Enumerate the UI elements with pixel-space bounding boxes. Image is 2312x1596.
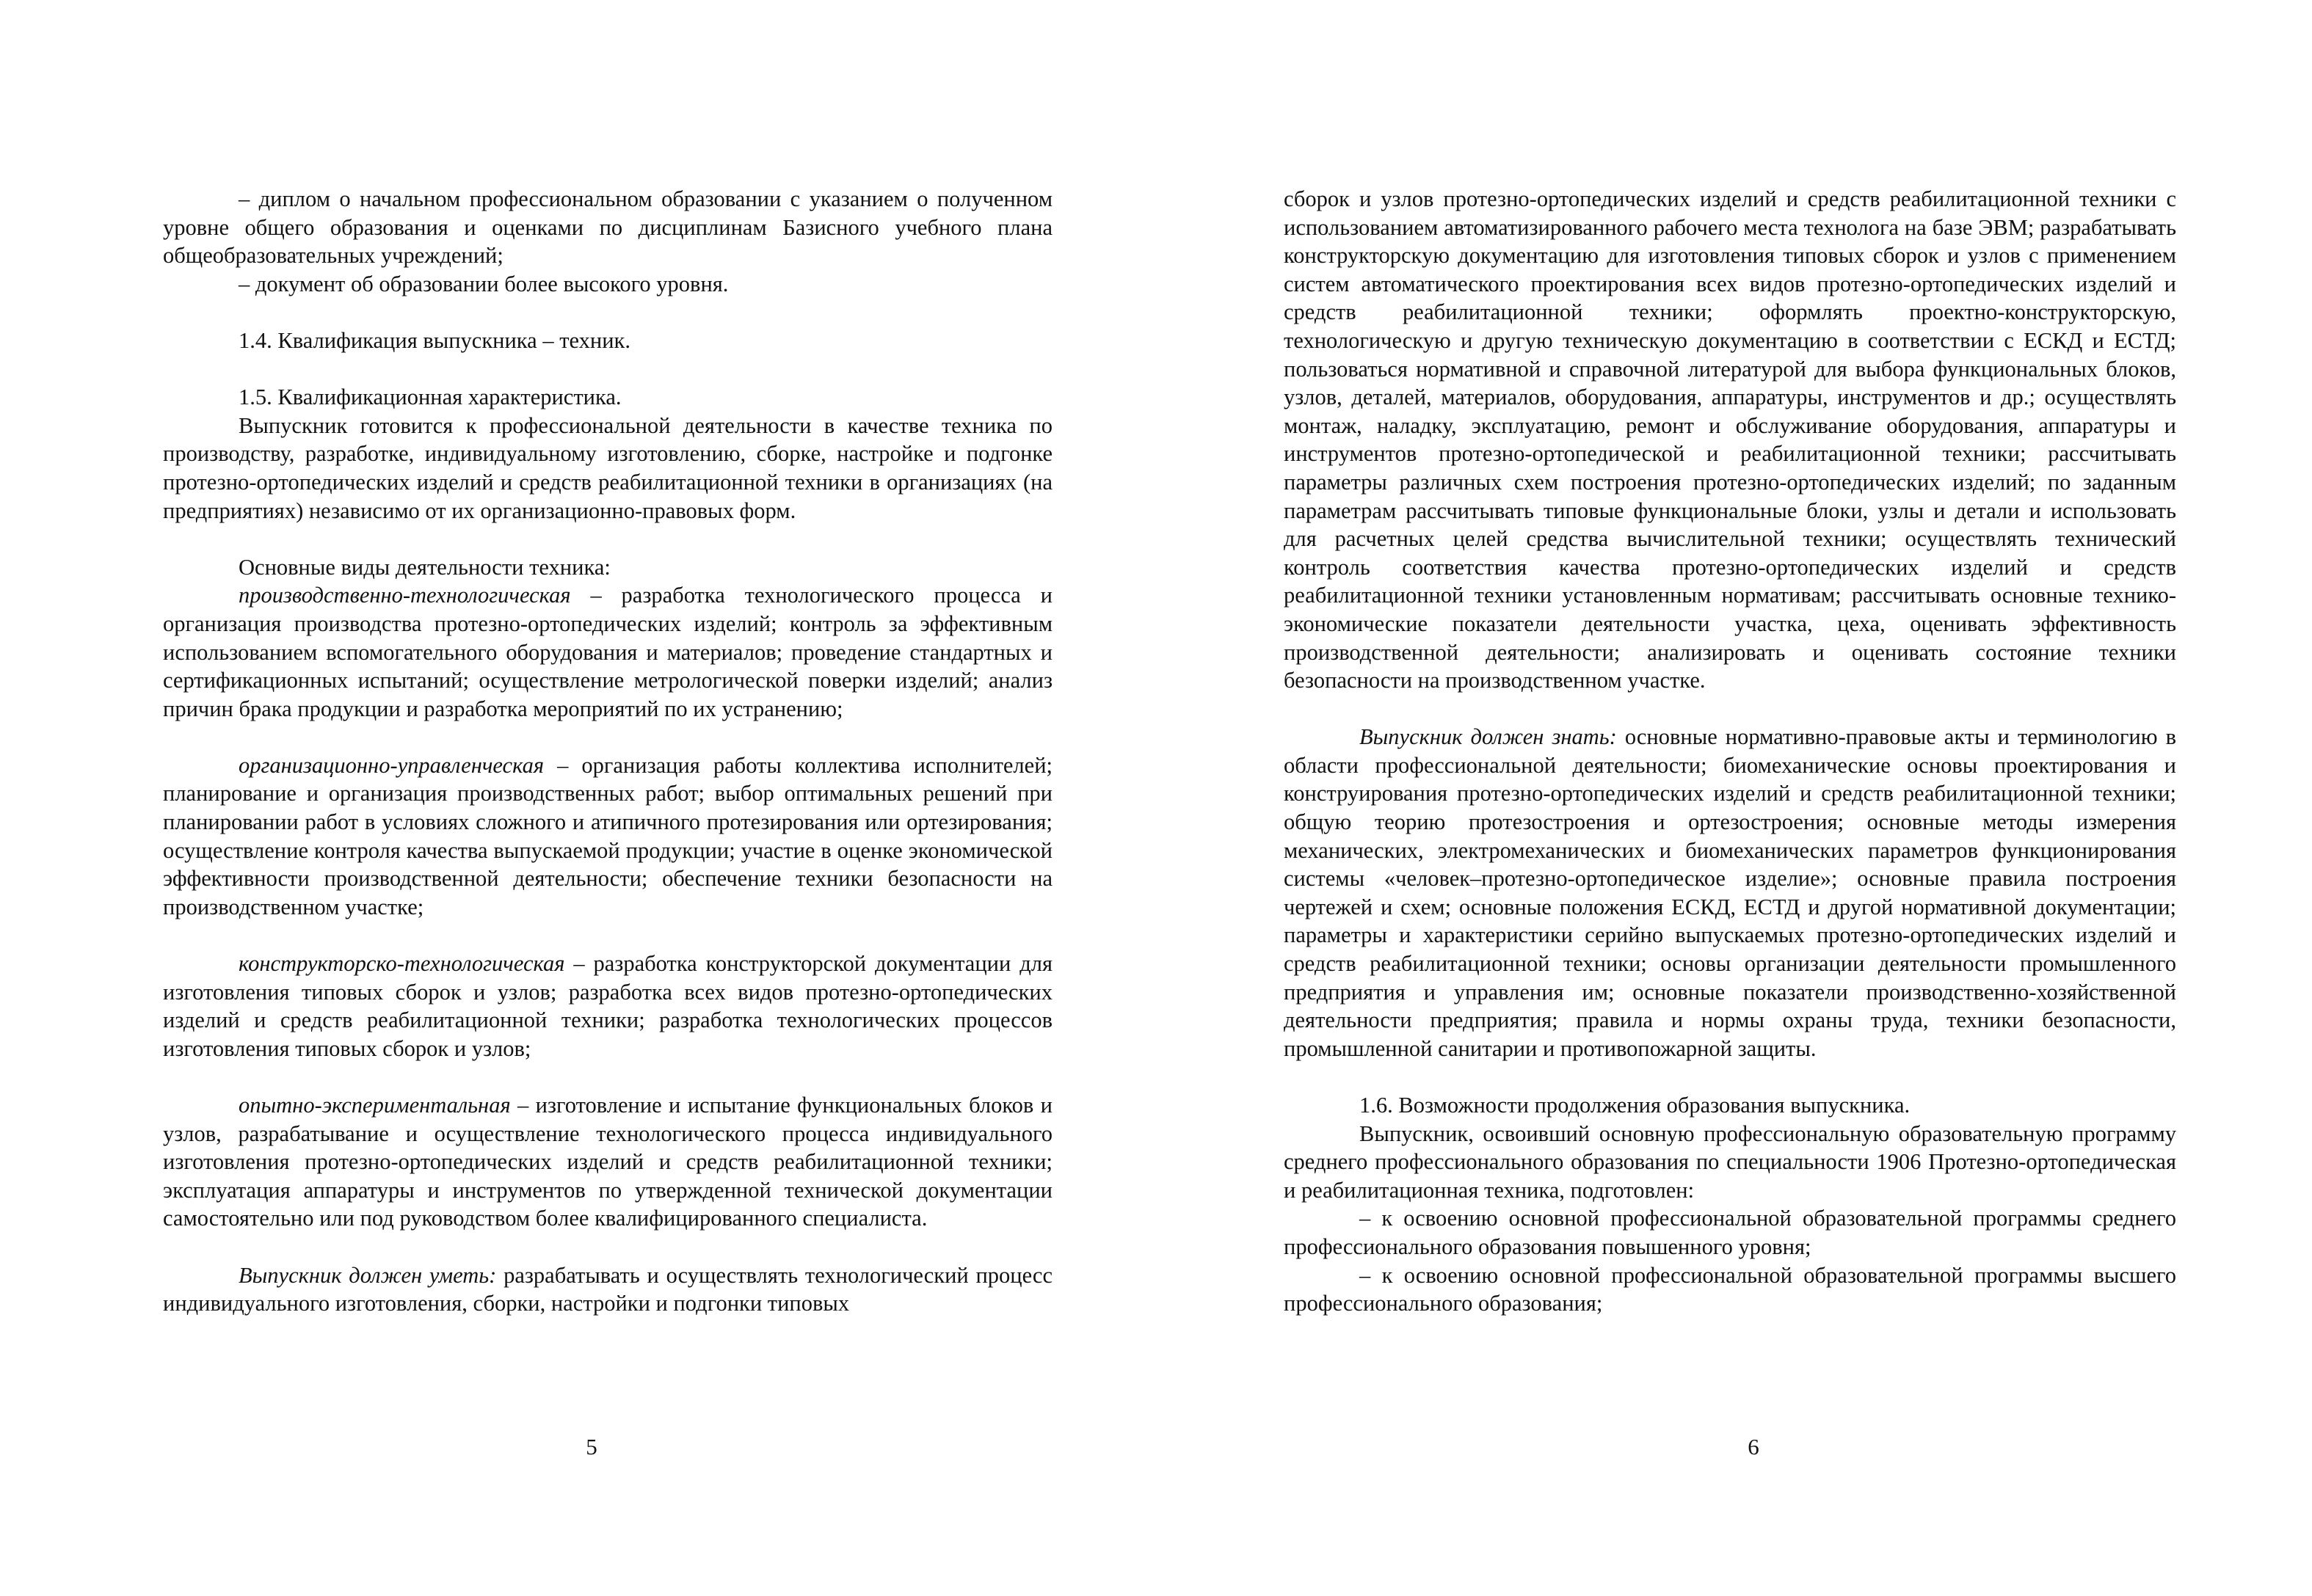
spacer — [1284, 695, 2176, 724]
spacer — [163, 1233, 1053, 1261]
characteristic-heading: 1.5. Квалификационная характеристика. — [239, 385, 622, 410]
activity-production — [163, 581, 1053, 723]
knowledge-paragraph — [1284, 723, 2176, 1063]
skills-continuation: сборок и узлов протезно-ортопедических изделий и средств реабилитационной техники с использованием автоматизированного рабочего места технолога на базе ЭВМ; разрабатывать конструкторскую документацию для изготовления типовых сборок и узлов с применением систем автоматического проектирования всех видов протезно-ортопедических изделий и средств реабилитационной техники; оформлять проектно-конструкторскую, технологическую и другую техническую документацию в соответствии с ЕСКД и ЕСТД; пользоваться нормативной и справочной литературой для выбора функциональных блоков, узлов, деталей, материалов, оборудования, аппаратуры, инструментов и др.; осуществлять монтаж, наладку, эксплуатацию, ремонт и обслуживание оборудования, аппаратуры и инструментов протезно-ортопедической и реабилитационной техники; рассчитывать параметры различных схем построения протезно-ортопедических изделий; по заданным параметрам рассчитывать типовые функциональные блоки, узлы и детали и использовать для расчетных целей средства вычислительной техники; осуществлять технический контроль соответствия качества протезно-ортопедических изделий и средств реабилитационной техники установленным нормативам; рассчитывать основные технико-экономические показатели деятельности участка, цеха, оценивать эффективность производственной деятельности; анализировать и оценивать состояние техники безопасности на производственном участке. — [1284, 186, 2176, 693]
activity-term: конструкторско-технологическая — [239, 951, 565, 977]
continuation-item: – к освоению основной профессиональной образовательной программы высшего профессионального образования; — [1284, 1262, 2176, 1316]
knowledge-term: Выпускник должен знать: — [1359, 724, 1617, 750]
activity-description: – изготовление и испытание функциональных блоков и узлов, разрабатывание и осуществление технологического процесса индивидуального изготовления протезно-ортопедических изделий и средств реабилитационной техники; эксплуатация аппаратуры и инструментов по утвержденной технической документации самостоятельно или под руководством более квалифицированного специалиста. — [163, 1093, 1053, 1231]
activity-description: – разработка технологического процесса и организация производства протезно-ортопедических изделий; контроль за эффективным использованием вспомогательного оборудования и материалов; проведение стандартных и сертификационных испытаний; осуществление метрологической поверки изделий; анализ причин брака продукции и разработка мероприятий по их устранению; — [163, 583, 1053, 721]
spacer — [163, 298, 1053, 327]
skills-description: разрабатывать и осуществлять технологический процесс индивидуального изготовления, сборки, настройки и подгонки типовых — [163, 1262, 1053, 1316]
spacer — [163, 525, 1053, 553]
left-page-text — [163, 185, 1053, 1318]
continuation-heading: 1.6. Возможности продолжения образования выпускника. — [1359, 1093, 1911, 1118]
graduate-description: Выпускник готовится к профессиональной деятельности в качестве техника по производству, разработке, индивидуальному изготовлению, сборке, настройке и подгонке протезно-ортопедических изделий и средств реабилитационной техники в организациях (на предприятиях) независимо от их организационно-правовых форм. — [163, 412, 1053, 523]
spacer — [163, 1063, 1053, 1091]
skills-paragraph — [163, 1261, 1053, 1318]
activity-description: – организация работы коллектива исполнителей; планирование и организация производственных работ; выбор оптимальных решений при планировании работ в условиях сложного и атипичного протезирования или ортезирования; осуществление контроля качества выпускаемой продукции; участие в оценке экономической эффективности производственной деятельности; обеспечение техники безопасности на производственном участке; — [163, 752, 1053, 919]
diploma-item: – диплом о начальном профессиональном образовании с указанием о полученном уровне общего образования и оценками по дисциплинам Базисного учебного плана общеобразовательных учреждений; — [163, 186, 1053, 269]
spacer — [163, 355, 1053, 384]
activity-management — [163, 751, 1053, 922]
page-number: 6 — [1748, 1434, 1759, 1460]
activities-intro: Основные виды деятельности техника: — [239, 554, 611, 580]
right-page-text — [1284, 185, 2176, 1318]
skills-term: Выпускник должен уметь: — [239, 1262, 497, 1288]
qualification-heading: 1.4. Квалификация выпускника – техник. — [239, 327, 631, 353]
higher-document-item: – документ об образовании более высокого уровня. — [239, 271, 729, 296]
continuation-intro: Выпускник, освоивший основную профессиональную образовательную программу среднего профессионального образования по специальности 1906 Протезно-ортопедическая и реабилитационная техника, подготовлен: — [1284, 1121, 2176, 1203]
knowledge-description: основные нормативно-правовые акты и терминологию в области профессиональной деятельности; биомеханические основы проектирования и конструирования протезно-ортопедических изделий и средств реабилитационной техники; общую теорию протезостроения и ортезостроения; основные методы измерения механических, электромеханических и биомеханических параметров функционирования системы «человек–протезно-ортопедическое изделие»; основные правила построения чертежей и схем; основные положения ЕСКД, ЕСТД и другой нормативной документации; параметры и характеристики серийно выпускаемых протезно-ортопедических изделий и средств реабилитационной техники; основы организации деятельности промышленного предприятия и управления им; основные показатели производственно-хозяйственной деятельности предприятия; правила и нормы охраны труда, техники безопасности, промышленной санитарии и противопожарной защиты. — [1284, 724, 2176, 1061]
right-page — [1156, 0, 2312, 1596]
spacer — [163, 921, 1053, 950]
activity-experimental — [163, 1091, 1053, 1233]
spacer — [163, 723, 1053, 751]
activity-term: производственно-технологическая — [239, 583, 571, 608]
page-number: 5 — [586, 1434, 597, 1460]
continuation-item: – к освоению основной профессиональной образовательной программы среднего профессионального образования повышенного уровня; — [1284, 1206, 2176, 1259]
spacer — [1284, 1063, 2176, 1091]
activity-term: организационно-управленческая — [239, 752, 545, 778]
activity-design — [163, 950, 1053, 1063]
activity-term: опытно-экспериментальная — [239, 1093, 511, 1118]
activity-description: – разработка конструкторской документации для изготовления типовых сборок и узлов; разработка всех видов протезно-ортопедических изделий и средств реабилитационной техники; разработка технологических процессов изготовления типовых сборок и узлов; — [163, 951, 1053, 1061]
